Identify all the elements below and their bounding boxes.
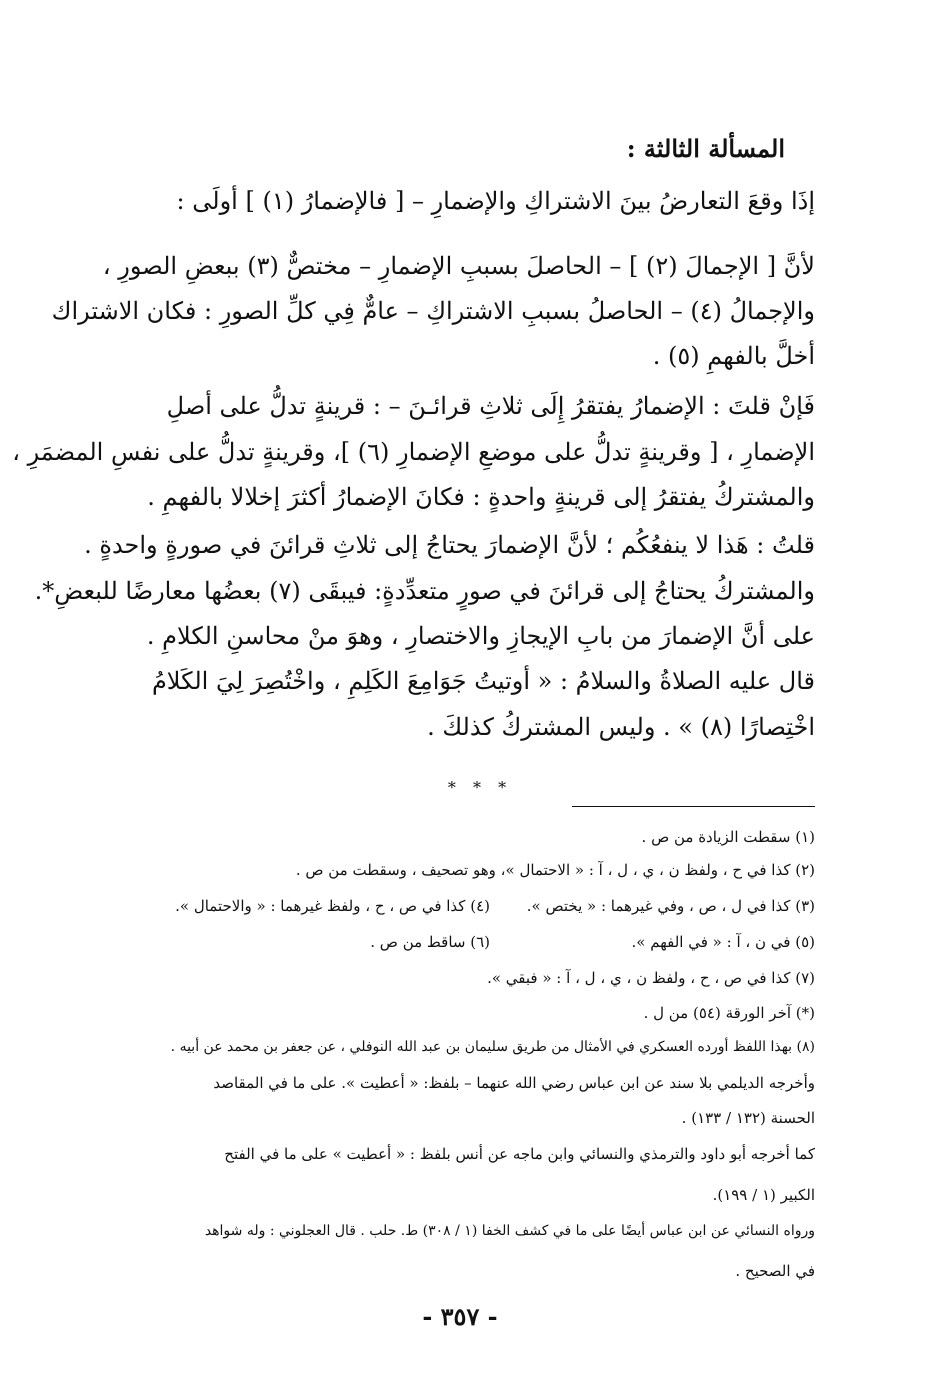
body-line-4: أخلَّ بالفهمِ (٥) . [652,342,815,370]
footnote-8-line-2: وأخرجه الديلمي بلا سند عن ابن عباس رضي الله عنهما – بلفظ: « أعطيت ». على ما في المقاصد [213,1074,815,1092]
page-number: - ٣٥٧ - [422,1302,498,1331]
body-line-6: الإضمارِ ، [ وقرينةٍ تدلُّ على موضعِ الإضمارِ (٦) ]، وقرينةٍ تدلُّ على نفسِ المضمَرِ ، [12,438,815,466]
footnote-3: (٣) كذا في ل ، ص ، وفي غيرهما : « يختص ». [526,897,815,915]
section-heading: المسألة الثالثة : [626,134,785,163]
body-line-9: والمشتركُ يحتاجُ إلى قرائنَ في صورٍ متعدِّدةٍ: فيبقَى (٧) بعضُها معارضًا للبعضِ*. [34,577,815,605]
body-line-11: قال عليه الصلاةُ والسلامُ : « أوتيتُ جَوَامِعَ الكَلِمِ ، واخْتُصِرَ لِيَ الكَلامُ [151,667,815,695]
footnote-8-line-4: كما أخرجه أبو داود والترمذي والنسائي وابن ماجه عن أنس بلفظ : « أعطيت » على ما في الفتح [224,1145,815,1163]
footnote-8-line-3: الحسنة (١٣٢ / ١٣٣) . [681,1109,815,1127]
body-line-10: على أنَّ الإضمارَ من بابِ الإيجازِ والاختصارِ ، وهوَ منْ محاسنِ الكلامِ . [146,622,815,650]
footnote-rule [572,806,815,807]
footnote-8-line-7: في الصحيح . [735,1262,815,1280]
footnote-6: (٦) ساقط من ص . [370,933,490,951]
footnote-8: (٨) بهذا اللفظ أورده العسكري في الأمثال من طريق سليمان بن عبد الله النوفلي ، عن جعفر بن محمد عن أبيه . [170,1039,815,1055]
footnote-4: (٤) كذا في ص ، ح ، ولفظ غيرهما : « والاحتمال ». [175,897,490,915]
body-line-2: لأنَّ [ الإجمالَ (٢) ] – الحاصلَ بسببِ الإضمارِ – مختصٌّ (٣) ببعضِ الصورِ ، [102,252,815,280]
body-line-3: والإجمالُ (٤) – الحاصلُ بسببِ الاشتراكِ – عامٌّ فِي كلِّ الصورِ : فكان الاشتراك [51,297,815,325]
body-line-8: قلتُ : هَذا لا ينفعُكُم ؛ لأنَّ الإضمارَ يحتاجُ إلى ثلاثِ قرائنَ في صورةٍ واحدةٍ . [84,531,815,559]
body-line-5: فَإنْ قلتَ : الإضمارُ يفتقرُ إِلَى ثلاثِ قرائـنَ – : قرينةٍ تدلُّ على أصلِ [166,392,815,420]
body-line-12: اخْتِصارًا (٨) » . وليس المشتركُ كذلكَ . [427,713,815,741]
footnote-8-line-5: الكبير (١ / ١٩٩). [712,1186,815,1204]
footnote-5: (٥) في ن ، آ : « في الفهم ». [631,933,815,951]
footnote-8-line-6: ورواه النسائي عن ابن عباس أيضًا على ما في كشف الخفا (١ / ٣٠٨) ط. حلب . قال العجلوني : وله شواهد [204,1223,815,1239]
footnote-7: (٧) كذا في ص ، ح ، ولفظ ن ، ي ، ل ، آ : « فبقي ». [487,969,815,987]
section-separator-stars: * * * [447,778,513,797]
footnote-2: (٢) كذا في ح ، ولفظ ن ، ي ، ل ، آ : « الاحتمال »، وهو تصحيف ، وسقطت من ص . [295,861,815,879]
footnote-star: (*) آخر الورقة (٥٤) من ل . [643,1004,815,1022]
body-line-1: إذَا وقعَ التعارضُ بينَ الاشتراكِ والإضمارِ – [ فالإضمارُ (١) ] أولَى : [176,187,815,215]
footnote-1: (١) سقطت الزيادة من ص . [641,828,815,846]
body-line-7: والمشتركُ يفتقرُ إلى قرينةٍ واحدةٍ : فكانَ الإضمارُ أكثرَ إخلالا بالفهمِ . [147,483,815,511]
